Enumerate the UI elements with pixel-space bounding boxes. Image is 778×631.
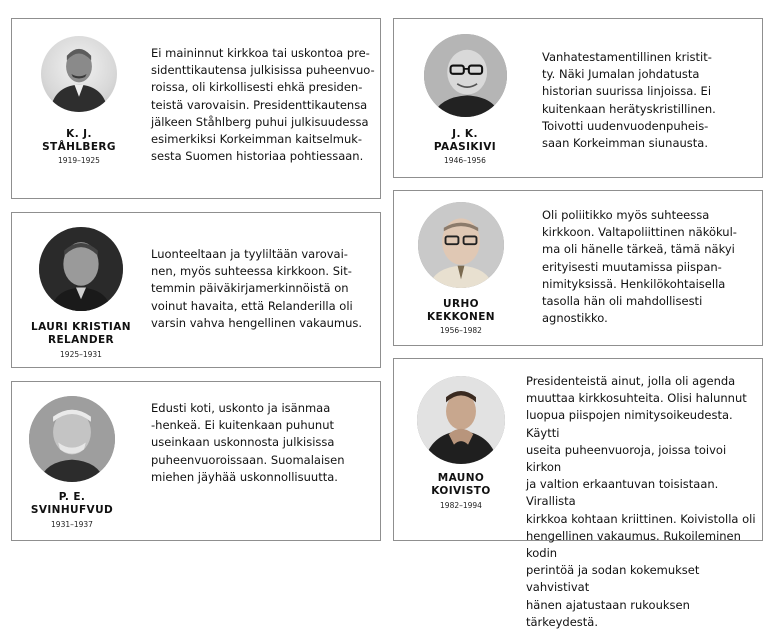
portrait-svinhufvud bbox=[29, 396, 115, 482]
person-silhouette-icon bbox=[424, 34, 507, 117]
president-description: Ei maininnut kirkkoa tai uskontoa pre- sidenttikautensa julkisissa puheenvuo- roissa, oli kirkollisesti ehkä presiden- teistä varovaisin. Presidenttikautensa jälkeen Ståhlberg puhui julkisuudessa esimerkiksi Korkeimman kaitselmuk- sesta Suomen historiaa pohtiessaan. bbox=[151, 46, 375, 164]
portrait-relander bbox=[39, 227, 123, 311]
term-years: 1931–1937 bbox=[51, 520, 93, 529]
portrait-koivisto bbox=[417, 376, 505, 464]
president-card-stahlberg bbox=[11, 18, 381, 199]
term-years: 1982–1994 bbox=[440, 501, 482, 510]
president-card-svinhufvud bbox=[11, 381, 381, 541]
president-card-relander bbox=[11, 212, 381, 368]
person-silhouette-icon bbox=[39, 227, 123, 311]
president-description: Oli poliitikko myös suhteessa kirkkoon. Valtapoliittinen näkökul- ma oli hänelle tärkeä, tämä näkyi erityisesti muutamissa piispan- nimityksissä. Henkilökohtaisella tasolla hän oli mahdollisesti agnostikko. bbox=[542, 208, 737, 326]
term-years: 1919–1925 bbox=[58, 156, 100, 165]
term-years: 1956–1982 bbox=[440, 326, 482, 335]
president-description: Edusti koti, uskonto ja isänmaa -henkeä. Ei kuitenkaan puhunut useinkaan uskonnosta julkisissa puheenvuoroissaan. Suomalaisen miehen jäyhää uskonnollisuutta. bbox=[151, 401, 345, 484]
president-name: LAURI KRISTIAN RELANDER bbox=[31, 321, 131, 346]
president-name: J. K. PAASIKIVI bbox=[433, 128, 497, 153]
president-name: P. E. SVINHUFVUD bbox=[30, 491, 114, 516]
president-name: K. J. STÅHLBERG bbox=[42, 128, 116, 153]
person-silhouette-icon bbox=[417, 376, 505, 464]
president-name: URHO KEKKONEN bbox=[427, 298, 495, 323]
president-name: MAUNO KOIVISTO bbox=[431, 472, 491, 497]
term-years: 1946–1956 bbox=[444, 156, 486, 165]
president-card-paasikivi bbox=[393, 18, 763, 178]
person-silhouette-icon bbox=[29, 396, 115, 482]
portrait-kekkonen bbox=[418, 202, 504, 288]
portrait-paasikivi bbox=[424, 34, 507, 117]
president-description: Luonteeltaan ja tyyliltään varovai- nen, myös suhteessa kirkkoon. Sit- temmin päiväkirjamerkinnöistä on voinut havaita, että Relanderilla oli varsin vahva hengellinen vakaumus. bbox=[151, 247, 363, 330]
person-silhouette-icon bbox=[41, 36, 117, 112]
president-card-koivisto bbox=[393, 358, 763, 629]
person-silhouette-icon bbox=[418, 202, 504, 288]
president-description: Vanhatestamentillinen kristit- ty. Näki Jumalan johdatusta historian suurissa linjoissa. Ei kuitenkaan herätyskristillinen. Toivotti uudenvuodenpuheis- saan Korkeimman siunausta. bbox=[542, 50, 716, 151]
portrait-stahlberg bbox=[41, 36, 117, 112]
term-years: 1925–1931 bbox=[60, 350, 102, 359]
president-description: Presidenteistä ainut, jolla oli agenda muuttaa kirkkosuhteita. Olisi halunnut luopua piispojen nimitysoikeudesta. Käytti useita puheenvuoroja, joissa toivoi kirkon ja valtion erkaantuvan toisistaan. Virallista kirkkoa kohtaan kriittinen. Koivistolla oli hengellinen vakaumus. Rukoileminen kodin perintöä ja sodan kokemukset vahvistivat hänen ajatustaan rukouksen tärkeydestä. bbox=[526, 374, 756, 629]
president-card-kekkonen bbox=[393, 190, 763, 346]
